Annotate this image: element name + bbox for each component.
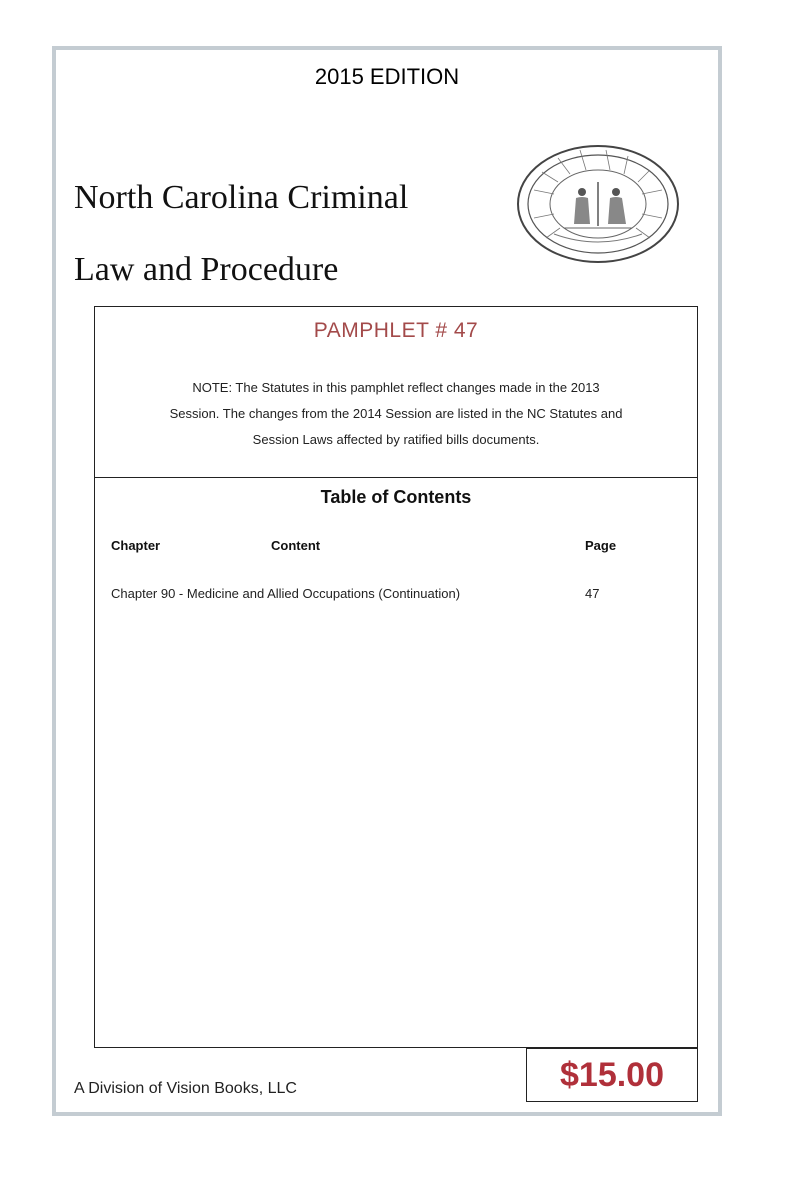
toc-header-page: Page [585, 538, 617, 553]
contents-panel [94, 306, 698, 1048]
toc-heading: Table of Contents [320, 487, 472, 507]
toc-entry: Chapter 90 - Medicine and Allied Occupations (Continuation) [111, 586, 461, 601]
toc-entry-page: 47 [585, 586, 600, 601]
note-line-2: Session. The changes from the 2014 Session are listed in the NC Statutes and [169, 406, 623, 421]
note-section [95, 307, 697, 478]
state-seal-icon [514, 142, 682, 266]
pamphlet-cover [52, 46, 722, 1116]
edition-label: 2015 EDITION [314, 64, 460, 89]
book-title [74, 162, 408, 306]
note-line-3: Session Laws affected by ratified bills documents. [252, 432, 540, 447]
title-line-2: Law and Procedure [74, 251, 339, 288]
note-line-1: NOTE: The Statutes in this pamphlet reflect changes made in the 2013 [192, 380, 600, 395]
title-line-1: North Carolina Criminal [74, 179, 409, 216]
statute-note [109, 375, 683, 453]
toc-header-chapter: Chapter [111, 538, 161, 553]
toc-header-content: Content [271, 538, 321, 553]
pamphlet-number: PAMPHLET # 47 [313, 319, 479, 342]
price-label: $15.00 [526, 1048, 698, 1102]
publisher-line: A Division of Vision Books, LLC [74, 1080, 297, 1097]
